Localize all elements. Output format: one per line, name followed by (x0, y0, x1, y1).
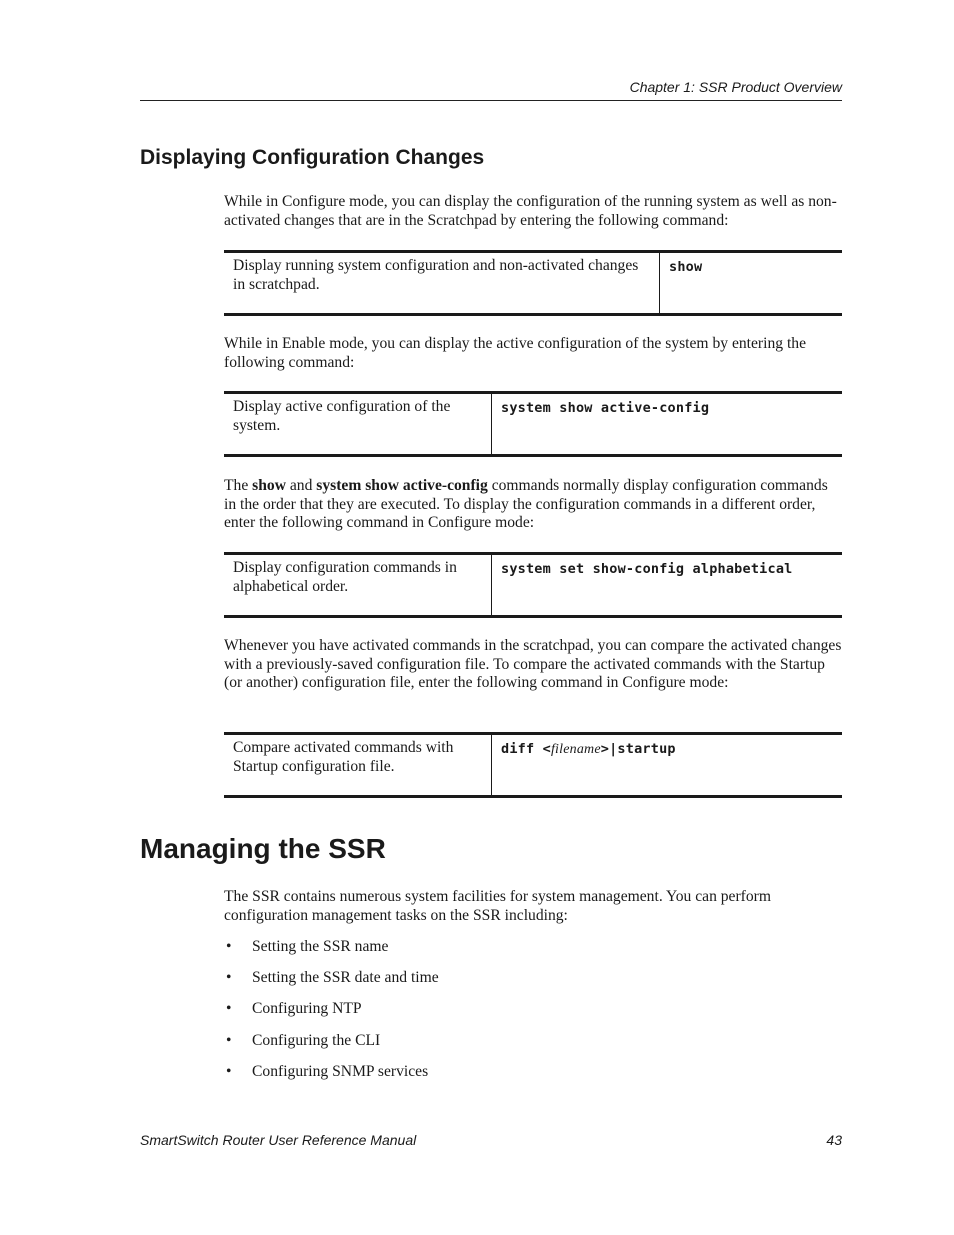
list-item-text: Setting the SSR name (252, 938, 389, 955)
running-header: Chapter 1: SSR Product Overview (629, 79, 842, 95)
command-table-active-config (224, 391, 842, 457)
list-item-text: Setting the SSR date and time (252, 969, 439, 987)
management-task-list (224, 938, 439, 1094)
bullet-glyph: • (226, 1062, 232, 1080)
section-heading: Displaying Configuration Changes (140, 146, 485, 169)
list-item (224, 1063, 439, 1094)
command-syntax: show (669, 259, 703, 275)
list-item (224, 1032, 439, 1063)
enable-mode-paragraph: While in Enable mode, you can display the active configuration of the system by entering the following command: (224, 335, 806, 371)
list-item-text: Configuring NTP (252, 1000, 362, 1018)
configure-mode-paragraph: While in Configure mode, you can display the configuration of the running system as well as non-activated changes that are in the Scratchpad by entering the following command: (224, 193, 837, 229)
command-table-show (224, 250, 842, 316)
list-item (224, 969, 439, 1000)
footer-manual-title: SmartSwitch Router User Reference Manual (140, 1132, 417, 1148)
order-middle: and (285, 477, 317, 494)
list-item (224, 1000, 439, 1031)
command-table-alphabetical (224, 552, 842, 618)
diff-suffix: >|startup (600, 741, 676, 757)
command-description: Display running system configuration and non-activated changes in scratchpad. (224, 253, 660, 313)
command-syntax (492, 735, 842, 795)
command-order-paragraph (224, 477, 842, 533)
order-suffix: commands normally display configuration commands in the order that they are executed. To display the configuration commands in a different order, enter the following command in Configure mode: (224, 477, 828, 532)
order-cmd-active-config: system show active-config (316, 477, 488, 494)
list-item-text: Configuring SNMP services (252, 1062, 429, 1080)
command-description: Compare activated commands with Startup configuration file. (224, 735, 492, 795)
footer-page-number: 43 (826, 1132, 842, 1148)
diff-prefix: diff < (501, 741, 551, 757)
command-syntax: system set show-config alphabetical (501, 561, 793, 577)
compare-paragraph: Whenever you have activated commands in the scratchpad, you can compare the activated changes with a previously-saved configuration file. To compare the activated commands with the Startup (or another) configuration file, enter the following command in Configure mode: (224, 637, 842, 692)
order-cmd-show: show (252, 477, 286, 494)
bullet-glyph: • (226, 1031, 232, 1049)
managing-heading: Managing the SSR (140, 833, 386, 864)
order-prefix: The (224, 477, 253, 494)
list-item-text: Configuring the CLI (252, 1031, 381, 1049)
command-description: Display configuration commands in alphabetical order. (224, 555, 492, 615)
command-table-diff (224, 732, 842, 798)
command-syntax: system show active-config (501, 400, 710, 416)
list-item (224, 938, 439, 969)
bullet-glyph: • (226, 938, 232, 955)
command-description: Display active configuration of the system. (224, 394, 492, 454)
managing-intro-paragraph: The SSR contains numerous system facilities for system management. You can perform configuration management tasks on the SSR including: (224, 888, 771, 924)
header-rule (140, 100, 842, 101)
bullet-glyph: • (226, 969, 232, 987)
bullet-glyph: • (226, 1000, 232, 1018)
diff-filename-arg: filename (550, 742, 601, 757)
